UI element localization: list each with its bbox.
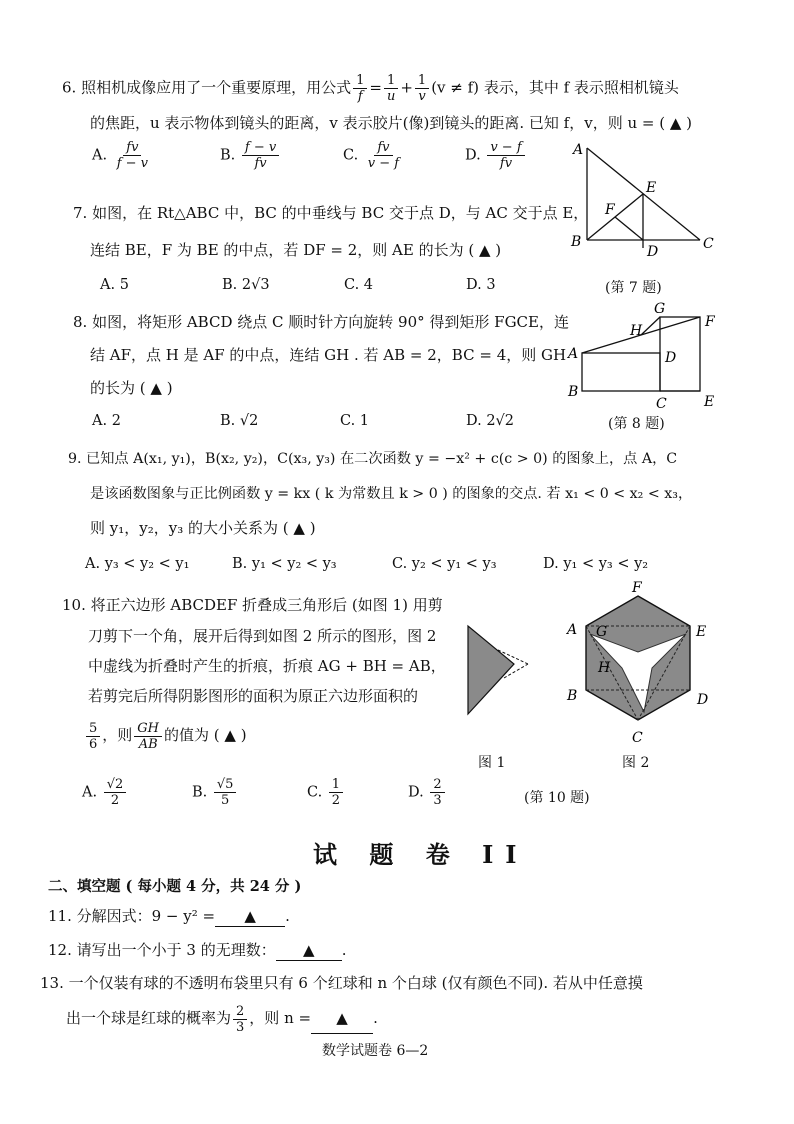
fig8-label-b: B xyxy=(568,384,579,400)
fig10-label-c: C xyxy=(632,730,643,746)
fig7-label-b: B xyxy=(571,234,582,250)
fig7-label-f: F xyxy=(605,202,615,218)
fig7-label-d: D xyxy=(647,244,659,260)
figure-q7 xyxy=(565,138,725,263)
q8-caption: (第 8 题) xyxy=(608,416,665,432)
q10-caption: (第 10 题) xyxy=(524,790,590,806)
q7-line2: 连结 BE，F 为 BE 的中点，若 DF = 2，则 AE 的长为 ( ▲ ) xyxy=(90,241,502,259)
q7-option-d: D. 3 xyxy=(466,277,496,293)
fig10-label-a: A xyxy=(567,622,578,638)
formula-t2: $\frac{1}{v}$ xyxy=(415,73,429,104)
q8-option-a: A. 2 xyxy=(92,413,121,429)
fig10-label-b: B xyxy=(567,688,578,704)
fig8-label-a: A xyxy=(568,346,579,362)
q9-line1: 9. 已知点 A(x₁, y₁)，B(x₂, y₂)，C(x₃, y₃) 在二次函数 y = −x² + c(c > 0) 的图象上，点 A，C xyxy=(68,451,678,467)
formula-lhs: $\frac{1}{f}$ xyxy=(353,73,367,104)
q6-option-c: C. $\frac{fv}{v - f}$ xyxy=(343,140,400,171)
q9-option-a: A. y₃ < y₂ < y₁ xyxy=(85,556,190,572)
q6-line2: 的焦距，u 表示物体到镜头的距离，v 表示胶片(像)到镜头的距离. 已知 f，v，则 u = ( ▲ ) xyxy=(90,114,693,132)
q8-line2: 结 AF，点 H 是 AF 的中点，连结 GH . 若 AB = 2，BC = 4，则 GH xyxy=(90,346,567,364)
part2-title: 试 题 卷 II xyxy=(313,840,529,869)
q13-line1: 13. 一个仅装有球的不透明布袋里只有 6 个红球和 n 个白球 (仅有颜色不同). 若从中任意摸 xyxy=(40,974,643,992)
q8-line1: 8. 如图，将矩形 ABCD 绕点 C 顺时针方向旋转 90° 得到矩形 FGCE，连 xyxy=(73,313,569,331)
q9-option-b: B. y₁ < y₂ < y₃ xyxy=(232,556,337,572)
fig10-label-d: D xyxy=(697,692,709,708)
q12-blank: ▲ xyxy=(276,940,342,961)
q12: 12. 请写出一个小于 3 的无理数： ▲ . xyxy=(48,941,347,959)
q8-option-d: D. 2√2 xyxy=(466,413,515,429)
fig8-label-d: D xyxy=(665,350,677,366)
q9-line2: 是该函数图象与正比例函数 y = kx ( k 为常数且 k > 0 ) 的图象的交点. 若 x₁ < 0 < x₂ < x₃， xyxy=(90,486,693,502)
fig10-label-f: F xyxy=(632,580,642,596)
fig8-label-g: G xyxy=(654,301,666,317)
q10-fig1-caption: 图 1 xyxy=(478,755,506,771)
q9-option-c: C. y₂ < y₁ < y₃ xyxy=(392,556,497,572)
section2-heading: 二、填空题 ( 每小题 4 分，共 24 分 ) xyxy=(48,878,302,895)
q7-option-a: A. 5 xyxy=(100,277,129,293)
q10-line5: $\frac{5}{6}$ ，则 $\frac{GH}{AB}$ 的值为 ( ▲ ) xyxy=(84,720,247,752)
q10-fig2-caption: 图 2 xyxy=(622,755,650,771)
q11: 11. 分解因式：9 − y² = ▲ . xyxy=(48,907,290,925)
q8-option-c: C. 1 xyxy=(340,413,370,429)
q6-option-a: A. $\frac{fv}{f - v}$ xyxy=(92,140,149,171)
q10-line3: 中虚线为折叠时产生的折痕，折痕 AG + BH = AB， xyxy=(88,657,446,675)
fig8-label-e: E xyxy=(704,394,715,410)
figure-q10-2 xyxy=(560,578,720,748)
q10-line4: 若剪完后所得阴影图形的面积为原正六边形面积的 xyxy=(88,687,419,705)
figure-q10-1 xyxy=(462,620,534,720)
fig7-label-a: A xyxy=(573,142,584,158)
q10-line1: 10. 将正六边形 ABCDEF 折叠成三角形后 (如图 1) 用剪 xyxy=(62,596,443,614)
fig8-label-f: F xyxy=(705,314,715,330)
fig10-label-e: E xyxy=(696,624,707,640)
q9-line3: 则 y₁，y₂，y₃ 的大小关系为 ( ▲ ) xyxy=(90,519,316,537)
formula-t1: $\frac{1}{u}$ xyxy=(384,73,398,104)
q10-option-c: C. $\frac{1}{2}$ xyxy=(307,777,345,808)
q10-line2: 刀剪下一个角，展开后得到如图 2 所示的图形，图 2 xyxy=(88,627,437,645)
fig7-label-e: E xyxy=(646,180,657,196)
q6-option-d: D. $\frac{v - f}{fv}$ xyxy=(465,140,527,171)
q10-option-d: D. $\frac{2}{3}$ xyxy=(408,777,447,808)
q13-blank: ▲ xyxy=(311,1003,373,1034)
q7-option-b: B. 2√3 xyxy=(222,277,270,293)
q8-option-b: B. √2 xyxy=(220,413,259,429)
q11-blank: ▲ xyxy=(215,906,285,927)
figure-q8 xyxy=(562,298,732,410)
fig8-label-c: C xyxy=(656,396,667,410)
q6-line1: 6. 照相机成像应用了一个重要原理，用公式 $\frac{1}{f}$ = $\frac{1}{u}$ + $\frac{1}{v}$ (v ≠ f) 表示，其中 f 表示照相机镜头 xyxy=(62,73,679,104)
q7-caption: (第 7 题) xyxy=(605,280,662,296)
fig8-label-h: H xyxy=(630,323,643,339)
fig7-label-c: C xyxy=(703,236,714,252)
q10-option-b: B. $\frac{√5}{5}$ xyxy=(192,777,238,808)
fig10-label-h: H xyxy=(598,660,611,676)
q6-option-b: B. $\frac{f - v}{fv}$ xyxy=(220,140,281,171)
q7-option-c: C. 4 xyxy=(344,277,374,293)
q10-option-a: A. $\frac{√2}{2}$ xyxy=(82,777,128,808)
q13-line2: 出一个球是红球的概率为 $\frac{2}{3}$ ，则 n = ▲ . xyxy=(66,1003,378,1035)
q8-line3: 的长为 ( ▲ ) xyxy=(90,379,173,397)
page-footer: 数学试题卷 6—2 xyxy=(322,1043,429,1059)
fig10-label-g: G xyxy=(596,624,608,640)
q7-line1: 7. 如图，在 Rt△ABC 中，BC 的中垂线与 BC 交于点 D，与 AC 交于点 E， xyxy=(73,204,589,222)
q9-option-d: D. y₁ < y₃ < y₂ xyxy=(543,556,649,572)
